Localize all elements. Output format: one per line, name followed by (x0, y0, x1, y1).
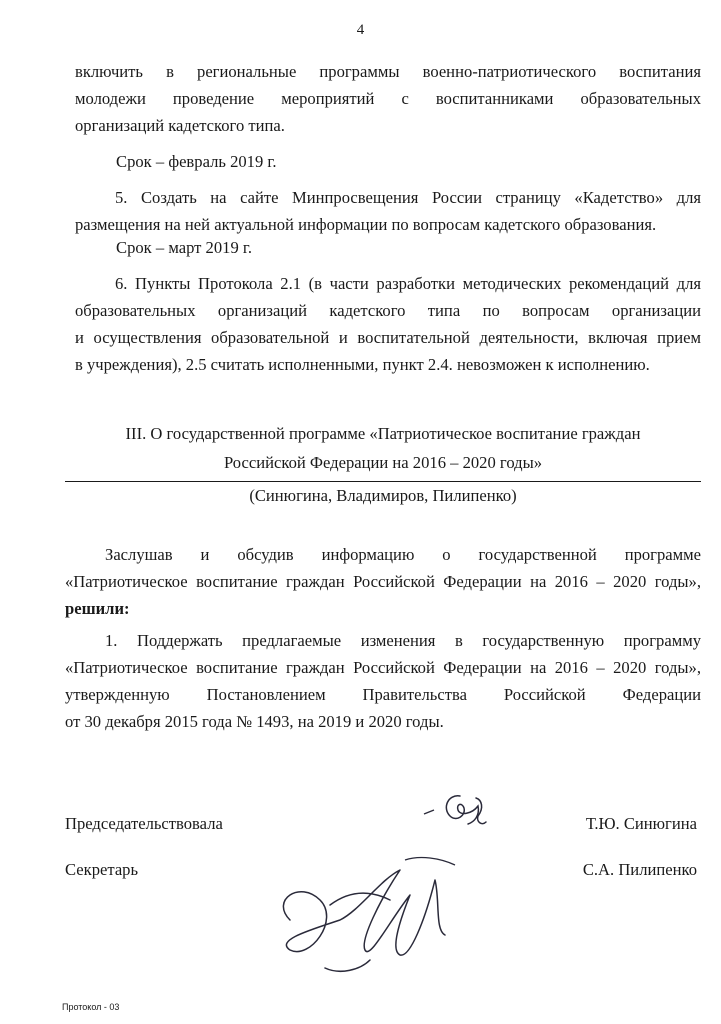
text-line: Заслушав и обсудив информацию о государственной программе (105, 545, 701, 564)
text-line: «Патриотическое воспитание граждан Российской Федерации на 2016 – 2020 годы», (65, 658, 701, 677)
item-5 (75, 184, 701, 238)
text-line: в учреждения), 2.5 считать исполненными, пункт 2.4. невозможен к исполнению. (75, 355, 650, 374)
deadline-february: Срок – февраль 2019 г. (116, 152, 277, 171)
text-line: 6. Пункты Протокола 2.1 (в части разработки методических рекомендаций для (115, 274, 701, 293)
text-line: 5. Создать на сайте Минпросвещения России страницу «Кадетство» для (115, 188, 701, 207)
text-line: утвержденную Постановлением Правительства Российской Федерации (65, 685, 701, 704)
footer-protocol-label: Протокол - 03 (62, 1002, 120, 1012)
text-line: «Патриотическое воспитание граждан Российской Федерации на 2016 – 2020 годы», (65, 572, 701, 591)
text-line: включить в региональные программы военно-патриотического воспитания (75, 62, 701, 81)
chair-signature-icon (420, 786, 500, 836)
section-title-line-2: Российской Федерации на 2016 – 2020 годы» (223, 453, 543, 472)
page-number: 4 (356, 22, 365, 38)
secretary-role: Секретарь (65, 860, 139, 879)
deadline-march: Срок – март 2019 г. (116, 238, 252, 257)
text-line: и осуществления образовательной и воспитательной деятельности, включая прием (75, 328, 701, 347)
text-line: образовательных организаций кадетского типа по вопросам организации (75, 301, 701, 320)
intro-paragraph (65, 541, 701, 622)
text-line: молодежи проведение мероприятий с воспитанниками образовательных (75, 89, 701, 108)
secretary-signature-icon (270, 840, 470, 980)
text-line: 1. Поддержать предлагаемые изменения в государственную программу (105, 631, 701, 650)
section-title-line-1: III. О государственной программе «Патриотическое воспитание граждан (125, 424, 641, 443)
chair-name: Т.Ю. Синюгина (585, 814, 697, 833)
text-line: от 30 декабря 2015 года № 1493, на 2019 и 2020 годы. (65, 712, 444, 731)
section-speakers: (Синюгина, Владимиров, Пилипенко) (249, 486, 517, 505)
decision-1 (65, 627, 701, 735)
item-6 (75, 270, 701, 378)
paragraph-continuation (75, 58, 701, 139)
text-line: размещения на ней актуальной информации по вопросам кадетского образования. (75, 215, 657, 234)
text-line: организаций кадетского типа. (75, 116, 285, 135)
decided-label: решили: (65, 599, 130, 618)
chair-role: Председательствовала (65, 814, 223, 833)
secretary-name: С.А. Пилипенко (582, 860, 697, 879)
